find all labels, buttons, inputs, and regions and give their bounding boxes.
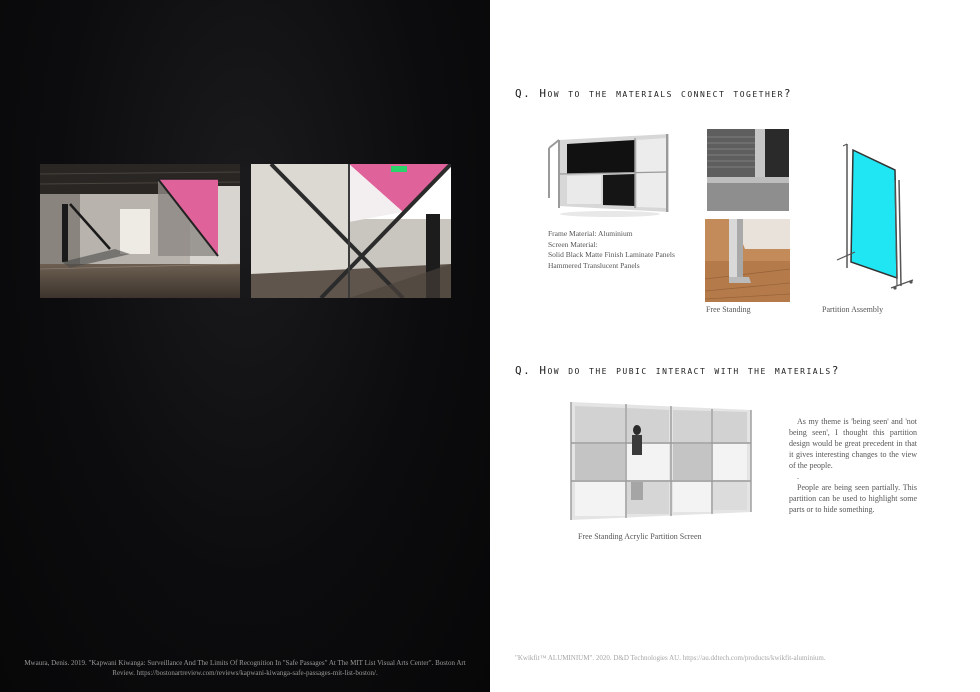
question-public-interact: Q. How do the pubic interact with the materials? [515,364,840,377]
paragraph-being-seen: As my theme is 'being seen' and 'not being seen', I thought this partition design would be great precedent in that it gives interesting changes to the view of the people. [789,417,917,470]
spec-line: Screen Material: [548,239,598,249]
gallery-photo-close [251,164,451,298]
question-materials-connect: Q. How to the materials connect together? [515,87,793,100]
frame-detail-image [707,129,789,211]
caption-partition-assembly: Partition Assembly [822,305,884,314]
paragraph-partially-seen: People are being seen partially. This partition can be used to highlight some parts or to hide something. [789,483,917,514]
acrylic-partition-image [565,400,757,524]
spec-line: Solid Black Matte Finish Laminate Panels [548,250,675,259]
gallery-photo-wide [40,164,240,298]
paragraph-separator: . [797,472,799,481]
right-panel [490,0,980,692]
material-spec [548,229,708,271]
black-partition-image [547,128,673,220]
caption-acrylic-screen: Free Standing Acrylic Partition Screen [578,532,702,541]
right-citation: "Kwikfit™ ALUMINIUM". 2020. D&D Technologies AU. https://au.ddtech.com/products/kwikfit-aluminium. [515,654,826,662]
caption-free-standing: Free Standing [706,305,751,314]
partition-assembly-image [835,140,917,292]
interaction-description [789,416,917,515]
free-standing-image [705,219,790,302]
spec-line: Frame Material: Aluminium [548,229,633,238]
spec-line: Hammered Translucent Panels [548,260,640,270]
left-citation: Mwaura, Denis. 2019. "Kapwani Kiwanga: Surveillance And The Limits Of Recognition In "Safe Passages" At The MIT List Visual Arts Center". Boston Art Review. https://bostonartreview.com/reviews/kapwani-kiwanga-safe-passages-mit-list-boston/. [24,659,466,677]
